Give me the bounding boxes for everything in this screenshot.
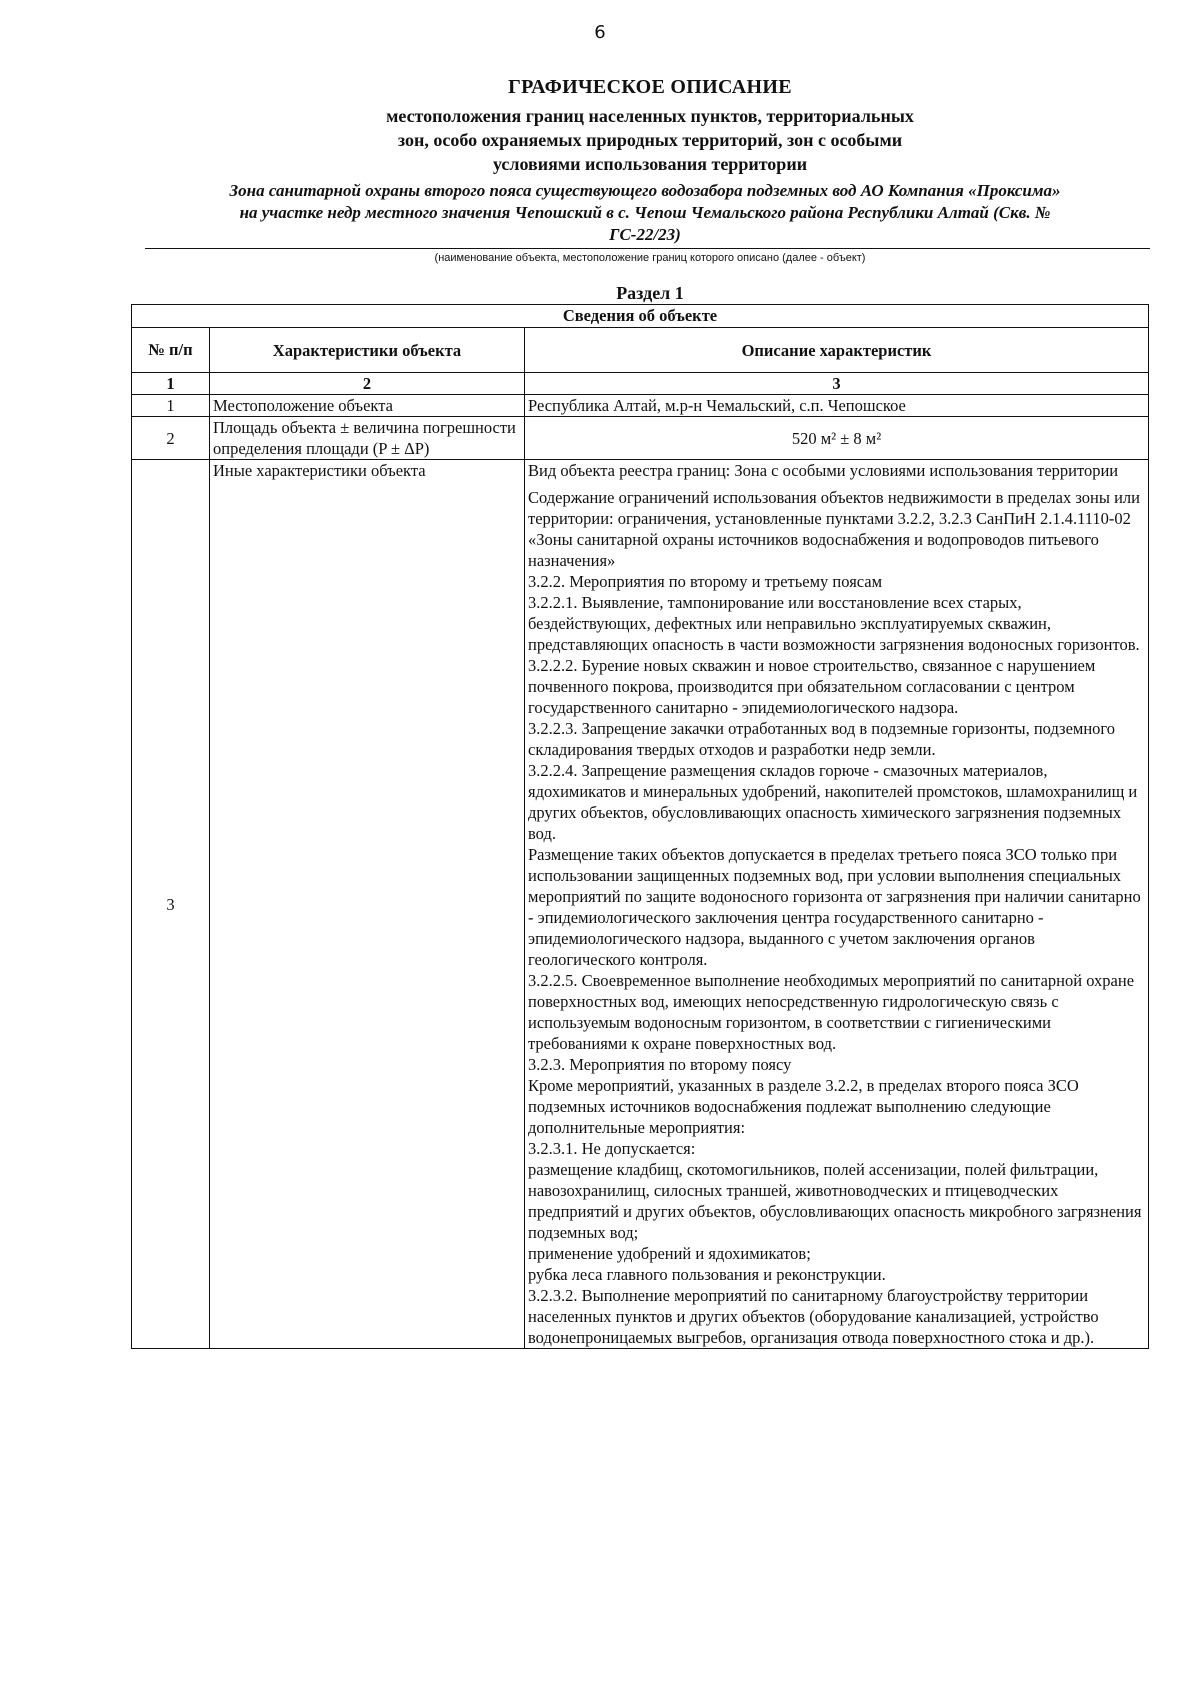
object-name-line: ГС-22/23)	[609, 225, 681, 244]
description-paragraph: применение удобрений и ядохимикатов;	[528, 1244, 811, 1263]
row-characteristic: Площадь объекта ± величина погрешности определения площади (P ± ΔP)	[210, 417, 525, 460]
column-number: 3	[525, 373, 1149, 395]
object-name-line: на участке недр местного значения Чепошский в с. Чепош Чемальского района Республики Алтай (Скв. №	[239, 203, 1051, 222]
row-number: 3	[132, 460, 210, 1349]
section-title: Раздел 1	[616, 283, 684, 303]
description-paragraph: рубка леса главного пользования и реконструкции.	[528, 1265, 886, 1284]
description-paragraph: 3.2.2.2. Бурение новых скважин и новое строительство, связанное с нарушением почвенного покрова, производится при обязательном согласовании с центром государственного санитарно - эпидемиологического надзора.	[528, 656, 1096, 717]
description-paragraph: Содержание ограничений использования объектов недвижимости в пределах зоны или территории: ограничения, установленные пунктами 3.2.2, 3.2.3 СанПиН 2.1.4.1110-02 «Зоны санитарной охраны источников водоснабжения и водопроводов питьевого назначения»	[528, 488, 1140, 570]
description-paragraph: 3.2.3.2. Выполнение мероприятий по санитарному благоустройству территории населенных пунктов и других объектов (оборудование канализацией, устройство водонепроницаемых выгребов, организация отвода поверхностного стока и др.).	[528, 1286, 1099, 1347]
description-paragraph: 3.2.2. Мероприятия по второму и третьему поясам	[528, 572, 883, 591]
description-paragraph: 3.2.3. Мероприятия по второму поясу	[528, 1055, 792, 1074]
column-number-row	[132, 373, 1149, 395]
row-characteristic: Иные характеристики объекта	[210, 460, 525, 1349]
column-number: 1	[132, 373, 210, 395]
column-number: 2	[210, 373, 525, 395]
object-info-table	[131, 304, 1149, 1349]
table-row	[132, 460, 1149, 1349]
subtitle-line: местоположения границ населенных пунктов, территориальных	[386, 106, 914, 126]
row-description: Республика Алтай, м.р-н Чемальский, с.п. Чепошское	[525, 395, 1149, 417]
table-title: Сведения об объекте	[132, 305, 1149, 328]
table-row	[132, 417, 1149, 460]
description-paragraph: Размещение таких объектов допускается в пределах третьего пояса ЗСО только при использовании защищенных подземных вод, при условии выполнения специальных мероприятий по защите водоносного горизонта от загрязнения при наличии санитарно - эпидемиологического заключения центра государственного санитарно - эпидемиологического надзора, выданного с учетом заключения органов геологического контроля.	[528, 845, 1141, 969]
document-subtitle	[0, 104, 1200, 176]
table-title-row	[132, 305, 1149, 328]
row-number: 2	[132, 417, 210, 460]
row-description: 520 м² ± 8 м²	[525, 417, 1149, 460]
description-paragraph: 3.2.3.1. Не допускается:	[528, 1139, 696, 1158]
column-header-characteristic: Характеристики объекта	[210, 328, 525, 373]
description-paragraph: Вид объекта реестра границ: Зона с особыми условиями использования территории	[528, 461, 1119, 480]
row-description	[525, 460, 1149, 1349]
page-number: 6	[594, 22, 606, 43]
column-header-no: № п/п	[132, 328, 210, 373]
description-paragraph: 3.2.2.4. Запрещение размещения складов горюче - смазочных материалов, ядохимикатов и минеральных удобрений, накопителей промстоков, шламохранилищ и других объектов, обусловливающих опасность химического загрязнения подземных вод.	[528, 761, 1138, 843]
row-number: 1	[132, 395, 210, 417]
row-characteristic: Местоположение объекта	[210, 395, 525, 417]
object-name	[140, 180, 1150, 246]
subtitle-line: условиями использования территории	[492, 154, 808, 174]
subtitle-line: зон, особо охраняемых природных территорий, зон с особыми	[397, 130, 903, 150]
object-underline	[145, 248, 1150, 249]
table-row	[132, 395, 1149, 417]
object-caption: (наименование объекта, местоположение границ которого описано (далее - объект)	[434, 252, 866, 264]
description-paragraph: размещение кладбищ, скотомогильников, полей ассенизации, полей фильтрации, навозохранилищ, силосных траншей, животноводческих и птицеводческих предприятий и других объектов, обусловливающих опасность микробного загрязнения подземных вод;	[528, 1160, 1142, 1242]
description-paragraph: 3.2.2.5. Своевременное выполнение необходимых мероприятий по санитарной охране поверхностных вод, имеющих непосредственную гидрологическую связь с используемым водоносным горизонтом, в соответствии с гигиеническими требованиями к охране поверхностных вод.	[528, 971, 1135, 1053]
column-header-description: Описание характеристик	[525, 328, 1149, 373]
description-paragraph: 3.2.2.3. Запрещение закачки отработанных вод в подземные горизонты, подземного складирования твердых отходов и разработки недр земли.	[528, 719, 1116, 759]
description-paragraph: 3.2.2.1. Выявление, тампонирование или восстановление всех старых, бездействующих, дефектных или неправильно эксплуатируемых скважин, представляющих опасность в части возможности загрязнения водоносных горизонтов.	[528, 593, 1140, 654]
object-name-line: Зона санитарной охраны второго пояса существующего водозабора подземных вод АО Компания «Проксима»	[229, 181, 1061, 200]
description-paragraph: Кроме мероприятий, указанных в разделе 3.2.2, в пределах второго пояса ЗСО подземных источников водоснабжения подлежат выполнению следующие дополнительные мероприятия:	[528, 1076, 1079, 1137]
document-title: ГРАФИЧЕСКОЕ ОПИСАНИЕ	[508, 76, 792, 98]
column-header-row	[132, 328, 1149, 373]
